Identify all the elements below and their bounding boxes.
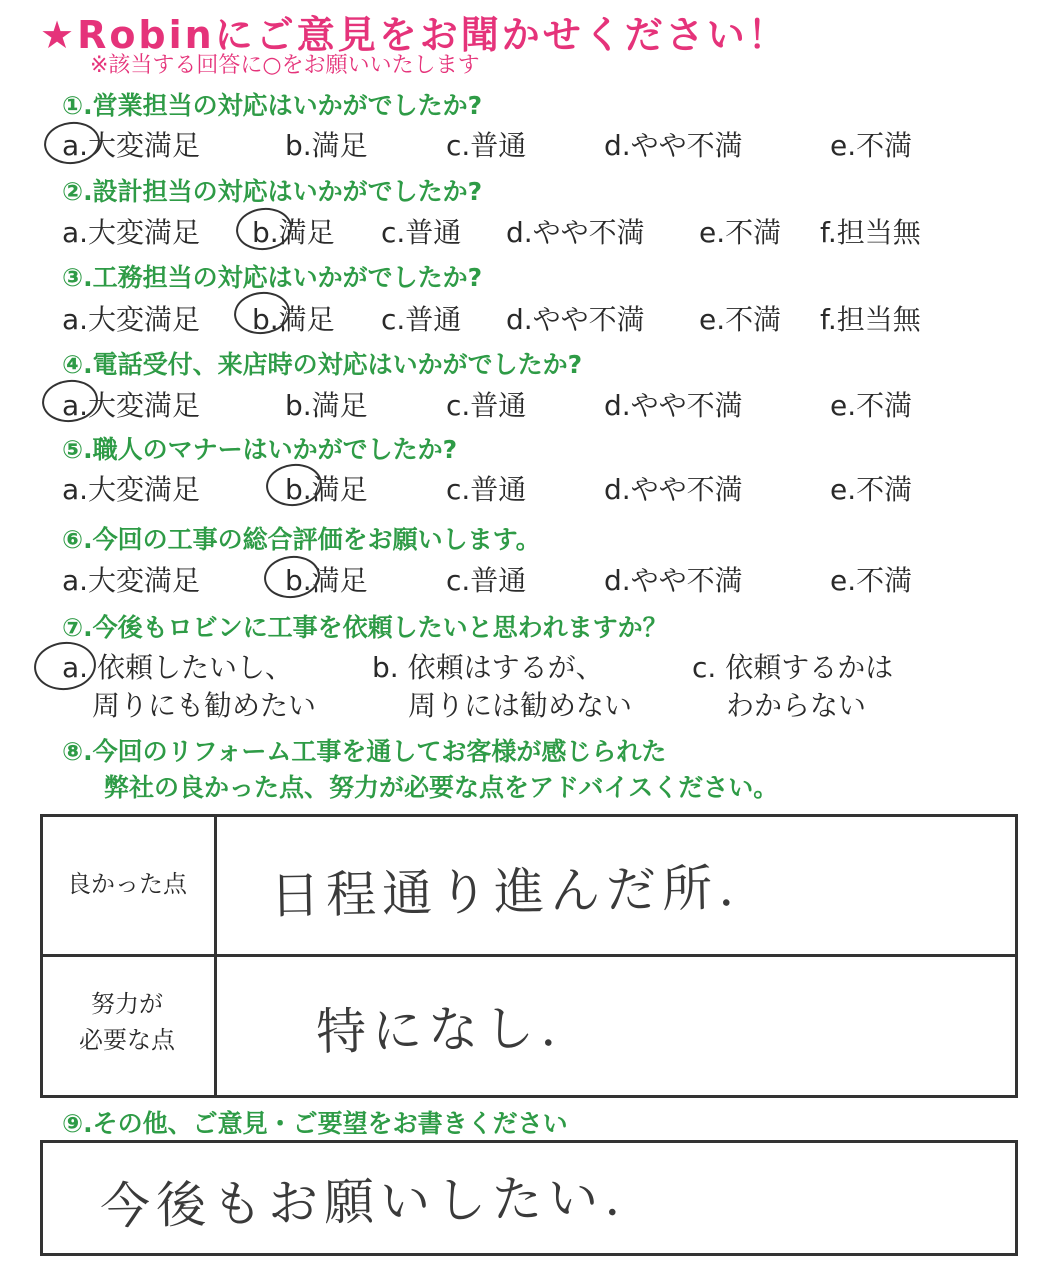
q6-option-a[interactable]: a.大変満足 bbox=[62, 564, 201, 597]
question-9-label: ⑨.その他、ご意見・ご要望をお書きください bbox=[62, 1109, 568, 1138]
other-comments-handwritten-answer[interactable]: 今後もお願いしたい. bbox=[99, 1168, 627, 1236]
q1-option-a[interactable]: a.大変満足 bbox=[62, 129, 201, 162]
q1-option-b[interactable]: b.満足 bbox=[285, 129, 368, 162]
q3-option-e[interactable]: e.不満 bbox=[699, 303, 782, 336]
q2-option-a[interactable]: a.大変満足 bbox=[62, 216, 201, 249]
q3-option-d[interactable]: d.やや不満 bbox=[506, 303, 645, 336]
good-points-handwritten-answer[interactable]: 日程通り進んだ所. bbox=[269, 858, 741, 926]
q2-option-e[interactable]: e.不満 bbox=[699, 216, 782, 249]
q6-option-c[interactable]: c.普通 bbox=[446, 564, 527, 597]
question-8-label-line1: ⑧.今回のリフォーム工事を通してお客様が感じられた bbox=[62, 737, 667, 766]
q4-option-c[interactable]: c.普通 bbox=[446, 389, 527, 422]
q5-option-a[interactable]: a.大変満足 bbox=[62, 473, 201, 506]
q7-option-b-line1[interactable]: b. 依頼はするが、 bbox=[372, 651, 604, 684]
q3-option-c[interactable]: c.普通 bbox=[381, 303, 462, 336]
q6-option-e[interactable]: e.不満 bbox=[830, 564, 913, 597]
effort-points-handwritten-answer[interactable]: 特になし. bbox=[315, 998, 563, 1062]
q2-option-b[interactable]: b.満足 bbox=[252, 216, 335, 249]
q3-option-f[interactable]: f.担当無 bbox=[820, 303, 921, 336]
q4-option-b[interactable]: b.満足 bbox=[285, 389, 368, 422]
q7-option-c-line2[interactable]: わからない bbox=[726, 689, 867, 722]
q7-option-a-line1[interactable]: a. 依頼したいし、 bbox=[62, 651, 293, 684]
q6-option-b[interactable]: b.満足 bbox=[285, 564, 368, 597]
q5-option-c[interactable]: c.普通 bbox=[446, 473, 527, 506]
feedback-table-column-divider bbox=[214, 814, 217, 1098]
instruction-note: ※該当する回答に○をお願いいたします bbox=[90, 53, 480, 78]
q4-option-d[interactable]: d.やや不満 bbox=[604, 389, 743, 422]
q3-option-a[interactable]: a.大変満足 bbox=[62, 303, 201, 336]
q4-option-a[interactable]: a.大変満足 bbox=[62, 389, 201, 422]
q2-option-f[interactable]: f.担当無 bbox=[820, 216, 921, 249]
question-5-label: ⑤.職人のマナーはいかがでしたか? bbox=[62, 435, 458, 464]
question-8-label-line2: 弊社の良かった点、努力が必要な点をアドバイスください。 bbox=[104, 773, 779, 802]
q7-option-b-line2[interactable]: 周りには勧めない bbox=[408, 689, 633, 722]
q5-option-b[interactable]: b.満足 bbox=[285, 473, 368, 506]
feedback-table-divider bbox=[40, 954, 1018, 957]
q1-option-d[interactable]: d.やや不満 bbox=[604, 129, 743, 162]
question-2-label: ②.設計担当の対応はいかがでしたか? bbox=[62, 177, 483, 206]
q2-option-c[interactable]: c.普通 bbox=[381, 216, 462, 249]
q7-option-c-line1[interactable]: c. 依頼するかは bbox=[692, 651, 894, 684]
question-6-label: ⑥.今回の工事の総合評価をお願いします。 bbox=[62, 525, 541, 554]
q1-option-c[interactable]: c.普通 bbox=[446, 129, 527, 162]
q3-option-b[interactable]: b.満足 bbox=[252, 303, 335, 336]
question-3-label: ③.工務担当の対応はいかがでしたか? bbox=[62, 263, 483, 292]
question-7-label: ⑦.今後もロビンに工事を依頼したいと思われますか？ bbox=[62, 613, 668, 642]
q6-option-d[interactable]: d.やや不満 bbox=[604, 564, 743, 597]
q5-option-e[interactable]: e.不満 bbox=[830, 473, 913, 506]
survey-title: ★Robinにご意見をお聞かせください！ bbox=[40, 13, 789, 57]
q1-option-e[interactable]: e.不満 bbox=[830, 129, 913, 162]
question-4-label: ④.電話受付、来店時の対応はいかがでしたか? bbox=[62, 350, 583, 379]
good-points-label: 良かった点 bbox=[67, 870, 187, 898]
question-1-label: ①.営業担当の対応はいかがでしたか? bbox=[62, 91, 483, 120]
q7-option-a-line2[interactable]: 周りにも勧めたい bbox=[92, 689, 317, 722]
q5-option-d[interactable]: d.やや不満 bbox=[604, 473, 743, 506]
q2-option-d[interactable]: d.やや不満 bbox=[506, 216, 645, 249]
effort-points-label-line2: 必要な点 bbox=[79, 1026, 175, 1054]
effort-points-label-line1: 努力が bbox=[91, 990, 163, 1018]
q4-option-e[interactable]: e.不満 bbox=[830, 389, 913, 422]
